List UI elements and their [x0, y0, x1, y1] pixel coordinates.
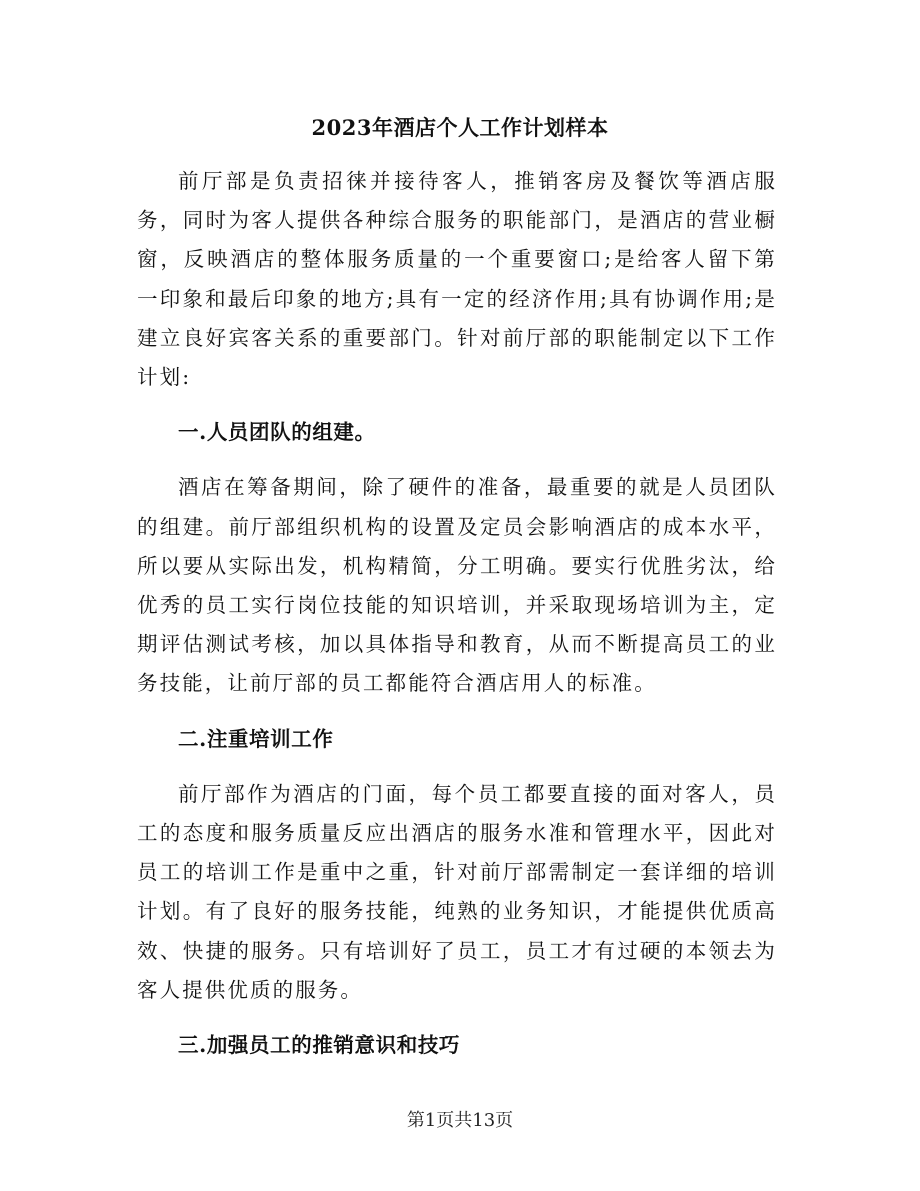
section-heading-1: 一.人员团队的组建。 — [178, 420, 376, 445]
page-number-footer: 第1页共13页 — [406, 1110, 514, 1131]
section-1-paragraph: 酒店在筹备期间，除了硬件的准备，最重要的就是人员团队的组建。前厅部组织机构的设置及定员会影响酒店的成本水平，所以要从实际出发，机构精简，分工明确。要实行优胜劣汰，给优秀的员工实行岗位技能的知识培训，并采取现场培训为主，定期评估测试考核，加以具体指导和教育，从而不断提高员工的业务技能，让前厅部的员工都能符合酒店用人的标准。 — [137, 475, 777, 696]
section-heading-2: 二.注重培训工作 — [178, 726, 334, 751]
section-heading-3: 三.加强员工的推销意识和技巧 — [178, 1033, 461, 1058]
intro-paragraph: 前厅部是负责招徕并接待客人，推销客房及餐饮等酒店服务，同时为客人提供各种综合服务的职能部门，是酒店的营业橱窗，反映酒店的整体服务质量的一个重要窗口;是给客人留下第一印象和最后印象的地方;具有一定的经济作用;具有协调作用;是建立良好宾客关系的重要部门。针对前厅部的职能制定以下工作计划: — [137, 169, 777, 390]
document-body — [137, 162, 777, 1081]
section-2-paragraph: 前厅部作为酒店的门面，每个员工都要直接的面对客人，员工的态度和服务质量反应出酒店的服务水准和管理水平，因此对员工的培训工作是重中之重，针对前厅部需制定一套详细的培训计划。有了良好的服务技能，纯熟的业务知识，才能提供优质高效、快捷的服务。只有培训好了员工，员工才有过硬的本领去为客人提供优质的服务。 — [137, 781, 777, 1002]
document-title: 2023年酒店个人工作计划样本 — [311, 115, 609, 140]
